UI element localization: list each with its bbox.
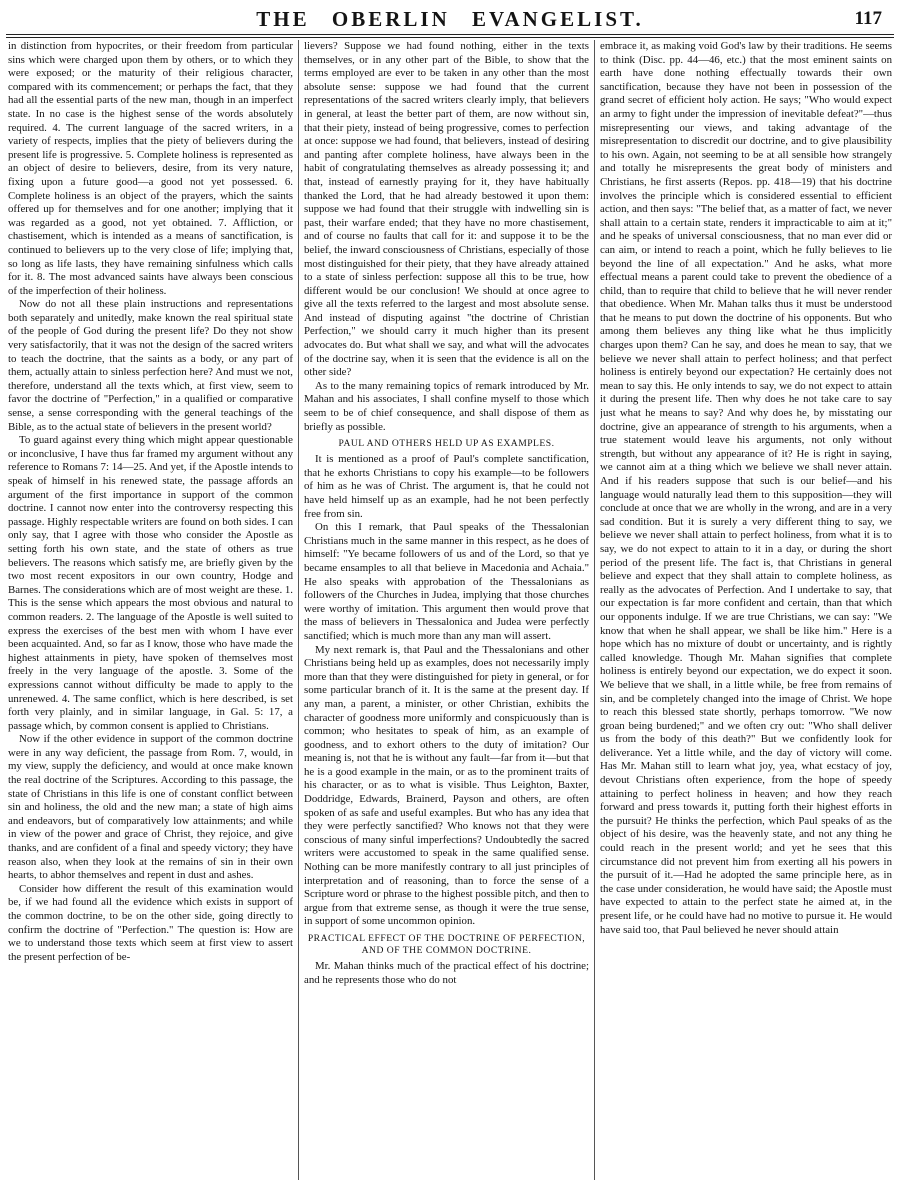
section-heading: PAUL AND OTHERS HELD UP AS EXAMPLES. [338, 438, 555, 450]
section-heading: PRACTICAL EFFECT OF THE DOCTRINE OF PERFECTION, AND OF THE COMMON DOCTRINE. [307, 933, 586, 956]
paragraph: To guard against every thing which might appear questionable or inconclusive, I have thus far framed my argument without any reference to Romans 7: 14—25. And yet, if the Apostle intends to speak of himself in his renewed state, the passage affords an argument of the first importance in support of the common doctrine. I cannot now enter into the controversy respecting this passage. Highly respectable writers are found on both sides. I can only say, that I agree with those who consider the Apostle as setting forth his own state, and the state of others as true believers. The reasons which satisfy me, are briefly given by the two most recent expositors in our own country, Hodge and Barnes. The considerations which are of most weight are these. 1. This is the sense which appears the most obvious and natural to common readers. 2. The language of the Apostle is well suited to express the exercises of the best men with whom I have ever been acquainted. And, so far as I know, those who have made the highest attainments in piety, have spoken of themselves most freely in the very language of the apostle. 3. Some of the expressions cannot without difficulty be made to apply to the unrenewed. 4. The same conflict, which is here described, is set forth very plainly, and in similar language, in Gal. 5: 17, a passage which, by common consent is applied to Christians. [8, 434, 293, 732]
column-divider [594, 40, 595, 1180]
text-column-2 [304, 40, 589, 1182]
paragraph: Consider how different the result of this examination would be, if we had found all the evidence which exists in support of the common doctrine, to be on the other side, going directly to confirm the doctrine of "Perfection." The question is: How are we to understand those texts which seem at first view to assert the present perfection of be- [8, 882, 293, 963]
paragraph: in distinction from hypocrites, or their freedom from particular sins which were charged upon them by others, or to which they were exposed; or the maturity of their religious character, compared with its commencement; or perhaps the fact, that they had all the essential parts of the new man, though in an imperfect state. In no case is the highest sense of the words absolutely required. 4. The current language of the sacred writers, in a variety of respects, implies that the piety of believers during the present life is progressive. 5. Complete holiness is represented as an object of desire to believers, desire, from its very nature, fixing upon a future good—a good not yet possessed. 6. Complete holiness is an object of the prayers, which the saints offered up for themselves and for one another; implying that it was regarded as a good, not yet obtained. 7. Affliction, or chastisement, which is intended as a means of sanctification, is continued to believers up to the very close of life; implying that, so long as life lasts, they have remaining sinfulness which calls for it. 8. The most advanced saints have always been conscious of the imperfection of their holiness. [8, 40, 293, 297]
paragraph: As to the many remaining topics of remark introduced by Mr. Mahan and his associates, I shall confine myself to those which seem to be of chief consequence, and shall dispose of them as briefly as possible. [304, 379, 589, 433]
header-rule-double [6, 37, 894, 38]
text-column-1 [8, 40, 293, 1182]
text-column-3 [600, 40, 892, 1182]
masthead-title: THE OBERLIN EVANGELIST. [256, 7, 644, 31]
column-divider [298, 40, 299, 1180]
paragraph: embrace it, as making void God's law by their traditions. He seems to think (Disc. pp. 44—46, etc.) that the most eminent saints on earth have done nothing effectually towards their own sanctification, because they have not been in possession of the grand secret of efficient holy action. He says; "Who would expect an army to fight under the impression of inevitable defeat?"—thus misrepresenting our views, and taking advantage of the misrepresentation to discredit our doctrine, and to give plausibility to his own. Again, not seeming to be at all sensible how strangely and totally he misrepresents the great body of ministers and Christians, he first asserts (Repos. pp. 418—19) that his doctrine involves the principle which is considered essential to efficient action, and then says: "The belief that, as a matter of fact, we never shall attain to a certain state, renders it impracticable to aim at it;" and he speaks of universal consciousness, that no man ever did or can aim, or intend to reach a point, which he fully believes to lie beyond the line of all expectation." And he asks, what more effectual means a parent could take to prevent the obedience of a child, than to require that child to believe that he will never render that obedience. When Mr. Mahan talks thus it must be understood that he means to put down the doctrine of his opponents. But who among them believes any thing like what he thus implicitly charges upon them? Can he say, and does he mean to say, that we believe we never shall attain to perfect holiness; and that perfect holiness is entirely beyond our expectation? He certainly does not mean to say this. He only intends to say, we do not expect to attain it during the present life. Then why does he not take care to say just what he means to say? And why does he, by misstating our doctrine, give an appearance of strength to his arguments, when a true statement would leave his arguments, not only without strength, but without any appearance of it? He is right in saying, we cannot aim at a thing which we believe we shall never attain. And if his readers suppose that such is our belief—and his language would naturally lead them to this supposition—they will conclude at once that we are wholly in the wrong, and are in a very sad condition. But it is surely a very different thing to say, we believe we never shall attain to perfect holiness, from what it is to say, we do not expect to attain to it in a day, or during the short period of the present life. The fact is, that Christians in general believe and expect that they shall attain to complete holiness, as really as the advocates of Perfection. And I undertake to say, that our expectation is far more confident and certain, than that which our opponents indulge. If we are true Christians, we can say: "We know that when he shall appear, we shall be like him." Here is a hope which has no mixture of doubt or uncertainty, and is rightly called knowledge. Though Mr. Mahan signifies that complete holiness is entirely beyond our expectation, we do expect it soon. We believe that we shall, in a little while, be free from remains of sin, and be completely changed into the image of Christ. We hope to reach this blessed state shortly, perhaps tomorrow. "We now groan being burdened;" and we often cry out: "Who shall deliver us from the body of this death?" But we confidently look for deliverance. Yet a little while, and the day of victory will come. Has Mr. Mahan still to learn what joy, yea, what ecstacy of joy, devout Christians often experience, from the hope of speedy attaining to perfect holiness in heaven; and how they reach forward and press towards it, putting forth their highest efforts in the pursuit? He thinks the perfection, which Paul speaks of as the object of his desire, was the heavenly state, and not any thing he could reach in the present world; and yet he sees that this circumstance did not prevent him from exerting all his powers in the pursuit of it.—Had he adopted the same principle here, as in the case under consideration, he would have said; the Apostle must have expected to attain to the perfect state he aimed at, in the present life, or he could have had no motive to pursue it. He would have said too, that Paul believed he never should attain [600, 40, 892, 936]
page-number: 117 [854, 8, 882, 29]
header-rule [6, 34, 894, 35]
paragraph: Mr. Mahan thinks much of the practical effect of his doctrine; and he represents those who do not [304, 960, 589, 986]
paragraph: lievers? Suppose we had found nothing, either in the texts themselves, or in any other part of the Bible, to show that the terms employed are ever to be taken in any other than the most absolute sense: suppose we had found that the current representations of the sacred writers clearly imply, that believers in general, at least the better part of them, are now without sin, that their piety, instead of being progressive, comes to perfection at once: suppose we had found, that believers, instead of desiring and panting after complete holiness, have always been in the habit of congratulating themselves as already possessing it; and that, instead of earnestly praying for it, they have habitually thanked the Lord, that he had already bestowed it upon them: suppose we had found that their struggle with indwelling sin is past, their warfare ended; that they have no more chastisement, and of course no faults that call for it: and suppose it to be the belief, the inward consciousness of Christians, especially of those most distinguished for their piety, that they have already attained to a state of sinless perfection: suppose all this to be true, how different would be our conclusion! We should at once agree to give all the texts referred to the largest and most absolute sense. And instead of disputing against "the doctrine of Christian Perfection," we should carry it much higher than its present advocates do. But what shall we say, and what will the advocates of the doctrine say, when it is seen that the evidence is all on the other side? [304, 40, 589, 379]
page-header [0, 0, 900, 34]
paragraph: It is mentioned as a proof of Paul's complete sanctification, that he exhorts Christians to copy his example—to be followers of him as he was of Christ. The argument is, that he could not have held himself up as an example, had he not been perfectly free from sin. [304, 453, 589, 520]
paragraph: Now if the other evidence in support of the common doctrine were in any way deficient, the passage from Rom. 7, would, in my view, supply the deficiency, and would at once make known the real doctrine of the Scriptures. According to this passage, the state of Christians in this life is one of constant conflict between sin and holiness, the old and the new man; a state of high aims and endeavors, but of comparatively low attainments; and while in view of the power and grace of Christ, they rejoice, and give thanks, and are confident of a final and speedy victory; they have reason also, when they look at the remains of sin in their own hearts, to abhor themselves and repent in dust and ashes. [8, 733, 293, 882]
paragraph: My next remark is, that Paul and the Thessalonians and other Christians being held up as examples, does not necessarily imply more than that they were distinguished for piety in general, or for some particular branch of it. It is the same at the present day. If any man, a parent, a minister, or other Christian, exhibits the character of goodness more uniformly and conspicuously than is common; who hesitates to speak of him, as an example of goodness, and to exhort others to the duty of imitation? Our meaning is, not that he is without any fault—far from it—but that he is a good example in the main, or as to the prominent traits of his character, or as to what is visible. Thus Leighton, Baxter, Doddridge, Edwards, Brainerd, Payson and others, are often spoken of as safe and useful examples. But who has any idea that they were perfectly sanctified? Who knows not that they were conscious of many sinful imperfections? Undoubtedly the sacred writers were accustomed to speak in the same qualified sense. Nothing can be more manifestly contrary to all just principles of interpretation and of reasoning, than to force the sense of a Scripture word or phrase to the highest possible pitch, and then to argue from that extreme sense, as though it were the true sense, in support of some uncommon opinion. [304, 643, 589, 928]
paragraph: Now do not all these plain instructions and representations both separately and unitedly, make known the real spiritual state of the people of God during the present life? Do they not show very satisfactorily, that it was not the design of the sacred writers to teach the doctrine, that the saints as a body, or any part of them, actually attain to sinless perfection here? And must we not, therefore, understand all the texts which, at first view, seem to favor the doctrine of "Perfection," in a qualified or comparative sense, a sense corresponding with the general teachings of the Bible, as to the actual state of believers in the present world? [8, 298, 293, 433]
paragraph: On this I remark, that Paul speaks of the Thessalonian Christians much in the same manner in this respect, as he does of himself: "Ye became followers of us and of the Lord, so that ye became ensamples to all that believe in Macedonia and Achaia." He also speaks with approbation of the Thessalonians as followers of the Churches in Judea, implying that those churches were worthy of imitation. This argument then would prove that the mass of believers in Thessalonica and Judea were perfectly sanctified; which is much more than any man will assert. [304, 521, 589, 642]
